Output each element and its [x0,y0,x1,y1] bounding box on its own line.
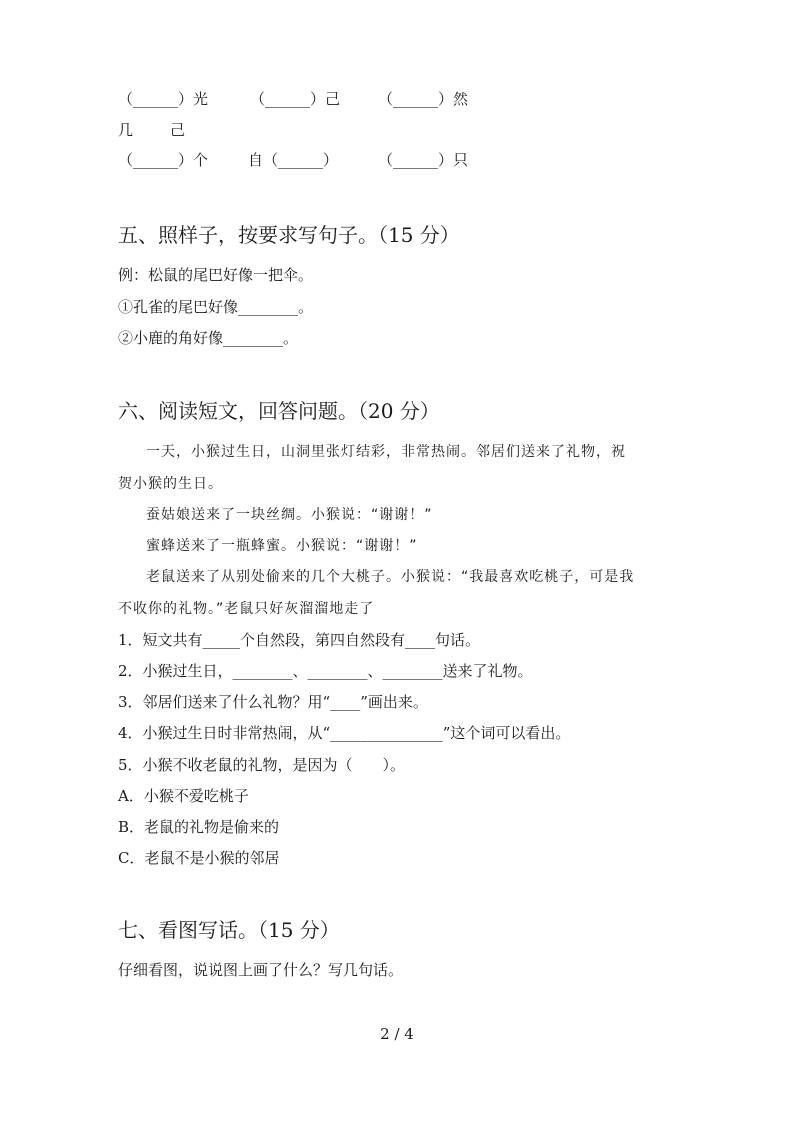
page-number: 2 / 4 [380,1025,414,1043]
question-item: 2．小猴过生日，________、________、________送来了礼物。 [118,662,533,680]
fill-blank: 自（______） [248,151,339,169]
question-item: 3．邻居们送来了什么礼物？用“____”画出来。 [118,693,428,711]
instruction-text: 仔细看图，说说图上画了什么？写几句话。 [118,961,404,979]
section-heading: 六、阅读短文，回答问题。（20 分） [118,399,440,423]
section-heading: 七、看图写话。（15 分） [118,918,340,942]
sentence-item: ①孔雀的尾巴好像________。 [118,298,314,316]
question-item: 5．小猴不收老鼠的礼物，是因为（ ）。 [118,756,406,774]
passage-line: 贺小猴的生日。 [118,476,223,492]
char-label: 己 [170,121,186,139]
fill-blank: （______）个 [118,151,209,169]
passage-line: 蜜蜂送来了一瓶蜂蜜。小猴说：“谢谢！” [146,538,418,554]
fill-blank: （______）己 [250,90,341,108]
answer-option: A．小猴不爱吃桃子 [118,787,249,805]
passage-line: 不收你的礼物。”老鼠只好灰溜溜地走了 [118,601,375,617]
answer-option: C．老鼠不是小猴的邻居 [118,849,280,867]
answer-option: B．老鼠的礼物是偷来的 [118,818,280,836]
question-item: 1．短文共有_____个自然段，第四自然段有____句话。 [118,631,481,649]
section-heading: 五、照样子，按要求写句子。（15 分） [118,223,460,247]
passage-line: 一天，小猴过生日，山洞里张灯结彩，非常热闹。邻居们送来了礼物，祝 [146,444,626,460]
question-item: 4．小猴过生日时非常热闹，从“_______________”这个词可以看出。 [118,724,571,742]
sentence-item: ②小鹿的角好像________。 [118,329,299,347]
fill-blank: （______）光 [118,90,209,108]
fill-blank: （______）只 [378,151,469,169]
example-sentence: 例：松鼠的尾巴好像一把伞。 [118,266,314,284]
passage-line: 蚕姑娘送来了一块丝绸。小猴说：“谢谢！” [146,507,433,523]
char-label: 几 [118,121,134,139]
passage-line: 老鼠送来了从别处偷来的几个大桃子。小猴说：“我最喜欢吃桃子，可是我 [146,569,635,585]
fill-blank: （______）然 [378,90,469,108]
